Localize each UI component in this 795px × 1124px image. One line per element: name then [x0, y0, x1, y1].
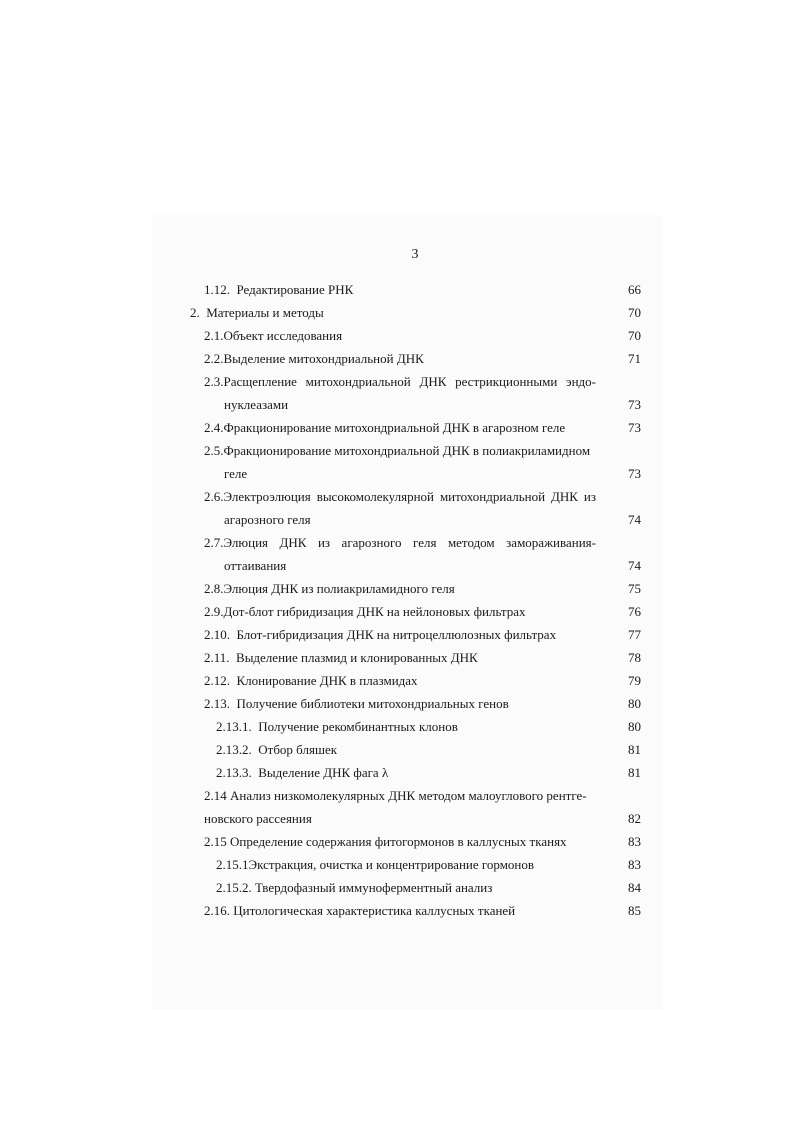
- toc-page-number: 80: [628, 719, 641, 734]
- toc-entry-2-16: 2.16. Цитологическая характеристика каллусных тканей: [204, 903, 516, 918]
- toc-entry-2-13-3: 2.13.3. Выделение ДНК фага λ: [216, 765, 389, 780]
- toc-entry-2: [190, 304, 324, 322]
- toc-word: методом: [447, 535, 495, 550]
- toc-page-number: 85: [628, 903, 641, 918]
- toc-word: 2.7.Элюция: [204, 535, 269, 550]
- toc-entry-2-15-1: 2.15.1Экстракция, очистка и концентрирование гормонов: [216, 857, 535, 872]
- toc-entry-2-15: 2.15 Определение содержания фитогормонов в каллусных тканях: [204, 834, 567, 849]
- toc-entry-number: 2.: [190, 305, 200, 320]
- toc-page-number: 73: [628, 466, 641, 481]
- toc-word: из: [583, 489, 596, 504]
- toc-entry-2-13-2: 2.13.2. Отбор бляшек: [216, 742, 338, 757]
- toc-entry-2-9: 2.9.Дот-блот гибридизация ДНК на нейлоновых фильтрах: [204, 604, 526, 619]
- toc-entry-2-2: 2.2.Выделение митохондриальной ДНК: [204, 351, 424, 366]
- toc-entry-number: 1.12.: [204, 282, 230, 297]
- toc-page-number: 78: [628, 650, 641, 665]
- toc-word: митохондриальной: [305, 374, 411, 389]
- toc-entry-2-6-cont: агарозного геля: [224, 512, 311, 527]
- toc-word: из: [317, 535, 331, 550]
- toc-page-number: 77: [628, 627, 641, 642]
- toc-word: геля: [413, 535, 437, 550]
- toc-page-number: 83: [628, 857, 641, 872]
- toc-page-number: 70: [628, 328, 641, 343]
- toc-entry-title: Редактирование РНК: [236, 282, 354, 297]
- toc-word: агарозного: [341, 535, 402, 550]
- toc-entry-2-13-1: 2.13.1. Получение рекомбинантных клонов: [216, 719, 458, 734]
- toc-page-number: 70: [628, 305, 641, 320]
- toc-page-number: 81: [628, 742, 641, 757]
- toc-entry-2-5: 2.5.Фракционирование митохондриальной ДНК в полиакриламидном: [204, 443, 591, 458]
- toc-entry-2-4: 2.4.Фракционирование митохондриальной ДНК в агарозном геле: [204, 420, 566, 435]
- toc-word: высокомолекулярной: [316, 489, 434, 504]
- toc-page-number: 73: [628, 397, 641, 412]
- toc-page-number: 71: [628, 351, 641, 366]
- toc-word: ДНК: [419, 374, 447, 389]
- toc-word: 2.6.Электроэлюция: [204, 489, 311, 504]
- toc-page-number: 83: [628, 834, 641, 849]
- toc-page-number: 82: [628, 811, 641, 826]
- toc-page-number: 75: [628, 581, 641, 596]
- toc-page-number: 74: [628, 512, 641, 527]
- toc-entry-2-3-cont: нуклеазами: [224, 397, 289, 412]
- toc-page-number: 84: [628, 880, 641, 895]
- toc-entry-2-6: [204, 488, 596, 506]
- toc-page-number: 80: [628, 696, 641, 711]
- toc-word: рестрикционными: [455, 374, 558, 389]
- page-number: 3: [411, 247, 419, 262]
- toc-entry-1-12: [204, 281, 353, 299]
- toc-word: митохондриальной: [439, 489, 546, 504]
- toc-page-number: 79: [628, 673, 641, 688]
- toc-entry-2-12: 2.12. Клонирование ДНК в плазмидах: [204, 673, 418, 688]
- toc-entry-2-10: 2.10. Блот-гибридизация ДНК на нитроцеллюлозных фильтрах: [204, 627, 557, 642]
- toc-page-number: 81: [628, 765, 641, 780]
- toc-entry-2-8: 2.8.Элюция ДНК из полиакриламидного геля: [204, 581, 455, 596]
- toc-word: ДНК: [279, 535, 307, 550]
- toc-page-number: 73: [628, 420, 641, 435]
- toc-entry-2-7-cont: оттаивания: [224, 558, 287, 573]
- toc-word: 2.3.Расщепление: [204, 374, 297, 389]
- toc-entry-2-3: [204, 373, 596, 391]
- toc-entry-2-14: 2.14 Анализ низкомолекулярных ДНК методом малоуглового рентге-: [204, 788, 587, 803]
- toc-word: замораживания-: [506, 535, 596, 550]
- toc-word: ДНК: [551, 489, 578, 504]
- toc-page-number: 74: [628, 558, 641, 573]
- toc-entry-2-7: [204, 534, 596, 552]
- toc-entry-2-5-cont: геле: [224, 466, 248, 481]
- toc-entry-2-15-2: 2.15.2. Твердофазный иммуноферментный анализ: [216, 880, 493, 895]
- toc-entry-title: Материалы и методы: [206, 305, 324, 320]
- toc-word: эндо-: [566, 374, 596, 389]
- toc-entry-2-1: 2.1.Объект исследования: [204, 328, 343, 343]
- toc-page-number: 66: [628, 282, 641, 297]
- toc-entry-2-14-cont: новского рассеяния: [204, 811, 312, 826]
- toc-entry-2-11: 2.11. Выделение плазмид и клонированных ДНК: [204, 650, 478, 665]
- toc-page-number: 76: [628, 604, 641, 619]
- toc-entry-2-13: 2.13. Получение библиотеки митохондриальных генов: [204, 696, 509, 711]
